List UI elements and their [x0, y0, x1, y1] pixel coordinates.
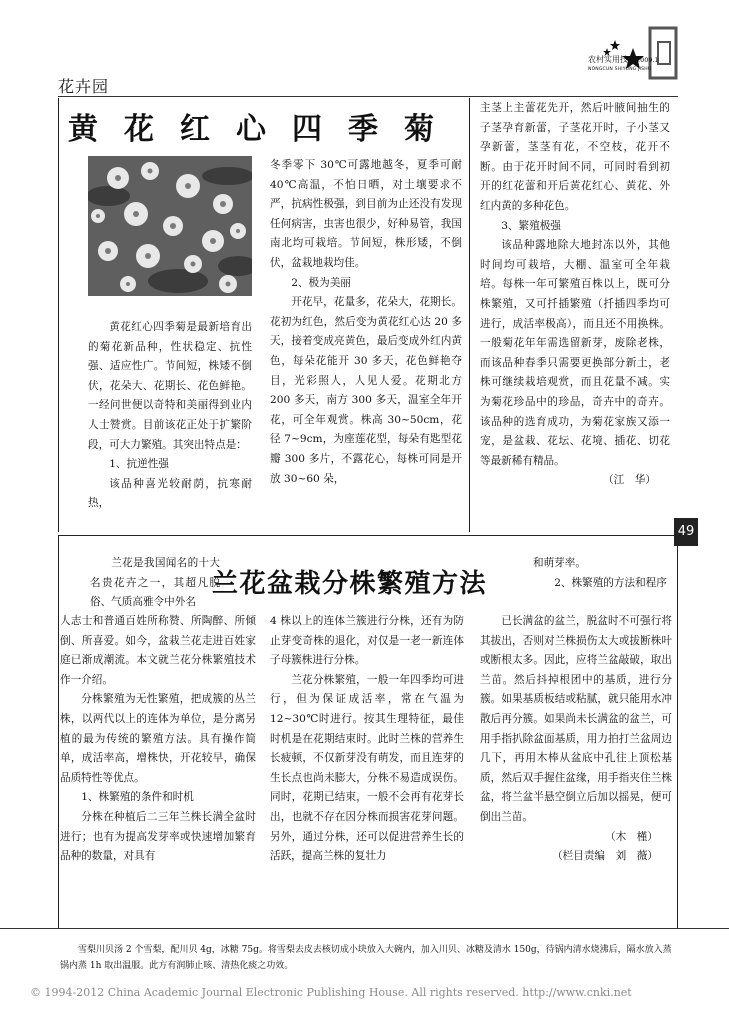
section-title: 花卉园: [58, 77, 110, 96]
column-editor: （栏目责编 刘 薇）: [552, 850, 658, 863]
article2-column1: [60, 612, 256, 867]
paragraph: 分株繁殖为无性繁殖，把成簇的丛兰株，以两代以上的连体为单位，是分离另植的最为传统的繁殖方法。具有操作简单，成活率高，增株快，开花较早，确保品质特性等优点。: [60, 693, 256, 784]
header-divider: [58, 96, 678, 97]
article2-column3-top: [533, 554, 673, 593]
footer-divider: [0, 928, 729, 929]
paragraph: 分株在种植后二三年兰株长满全盆时进行；也有为提高发芽率或快速增加繁育品种的数量，对具有: [60, 810, 256, 863]
article1-column3: [480, 99, 670, 491]
subheading: 1、株繁殖的条件和时机: [81, 791, 194, 804]
star-icon: [610, 40, 620, 50]
paragraph: 该品种喜光较耐荫，抗寒耐热，: [88, 477, 252, 510]
paragraph: 4 株以上的连体兰簇进行分株，还有为防止芽变奇株的退化，对仅是一老一新连体子母簇株进行分株。: [270, 615, 464, 667]
paragraph: 兰花是我国闻名的十大名贵花卉之一，其超凡脱俗、气质高雅令中外名: [90, 557, 220, 609]
paragraph: 黄花红心四季菊是最新培育出的菊花新品种，性状稳定、抗性强、适应性广。节间短，株矮不倒伏，花朵大、花期长、花色鲜艳。一经问世便以奇特和美丽得到业内人士赞赏。目前该花正处于扩繁阶段，可大力繁殖。其突出特点是：: [88, 321, 252, 451]
article1-title: 黄花红心四季菊: [68, 112, 460, 147]
chrysanthemum-photo: [88, 156, 252, 296]
recipe-note: 雪梨川贝汤 2 个雪梨，配川贝 4g，冰糖 75g。将雪梨去皮去核切成小块放入大碗内，加入川贝、冰糖及清水 150g，待锅内清水烧沸后，隔水放入蒸锅内蒸 1h 取出温服。此方有润肺止咳、清热化痰之功效。: [60, 945, 672, 971]
article1-column1: [88, 318, 252, 514]
subheading: 1、抗逆性强: [109, 458, 169, 471]
article2-column2: [270, 612, 464, 867]
subheading: 3、繁殖极强: [501, 219, 561, 232]
paragraph: 冬季零下 30℃可露地越冬，夏季可耐 40℃高温，不怕日晒，对土壤要求不严，抗病性极强，到目前为止还没有发现任何病害，虫害也很少，好种易管，我国南北均可栽培。节间短，株形矮，不倒伏，盆栽地栽均佳。: [270, 159, 462, 269]
article2-column3: [480, 612, 672, 867]
article2-intro: [90, 554, 220, 613]
paragraph: 主茎上主蕾花先开，然后叶腋间抽生的子茎孕育新蕾，子茎花开时，子小茎又孕新蕾，茎茎有花，不空枝，花开不断。由于花开时间不同，可同时看到初开的红花蕾和开后黄花红心、黄花、外红内黄的多种花色。: [480, 102, 670, 212]
article2-title: 兰花盆栽分株繁殖方法: [212, 569, 488, 599]
copyright-line: © 1994-2012 China Academic Journal Electronic Publishing House. All rights reserved. http://www.cnki.net: [30, 986, 632, 999]
magazine-pinyin: NONGCUN SHIYONG JISHU: [588, 67, 652, 72]
page-number: 49: [674, 518, 698, 546]
subheading: 2、株繁殖的方法和程序: [554, 576, 667, 589]
paragraph: 人志士和普通百姓所称赞、所陶醉、所倾倒、所喜爱。如今，盆栽兰花走进百姓家庭已渐成潮流。本文就兰花分株繁殖技术作一介绍。: [60, 615, 256, 686]
article1-column2: [270, 156, 462, 489]
paragraph: 该品种露地除大地封冻以外，其他时间均可栽培，大棚、温室可全年栽培。每株一年可繁殖百株以上，既可分株繁殖，又可扦插繁殖（扦插四季均可进行，成活率极高），而且还不用换株。一般菊花年年需选留新芽，废除老株，而该品种春季只需要更换部分新土，老株可继续栽培观赏，而且花量不减。实为菊花珍品中的珍品，奇卉中的奇卉。该品种的选育成功，为菊花家族又添一宠，是盆栽、花坛、花境、插花、切花等最新稀有精品。: [480, 239, 670, 467]
paragraph: 开花早，花量多，花朵大，花期长。花初为红色，然后变为黄花红心达 20 多天，接着变成亮黄色，最后变成外红内黄色，每朵花能开 30 多天，花色鲜艳夺目，光彩照人，人见人爱。花期北方 200 多天，南方 300 多天，温室全年开花，可全年观赏。株高 30~50cm，花径 7~9cm，为座莲花型，每朵有匙型花瓣 300 多片，不露花心，每株可同是开放 30~60 朵，: [270, 296, 462, 485]
magazine-name: 农村实用技术: [588, 55, 636, 64]
paragraph: 和萌芽率。: [533, 557, 586, 569]
magazine-logo: [580, 18, 680, 88]
paragraph: 兰花分株繁殖，一般一年四季均可进行，但为保证成活率，常在气温为 12~30℃时进行。按其生理特征，最佳时机是在花期结束时。此时兰株的营养生长疲顿，不仅新芽没有萌发，而且连芽的生长点也尚未膨大，分株不易造成误伤。同时，花期已结束，一般不会再有花芽长出，也就不存在因分株而损害花芽问题。另外，通过分株，还可以促进营养生长的活跃，提高兰株的复壮力: [270, 673, 464, 863]
paragraph: 已长满盆的盆兰，脱盆时不可强行将其拔出，否则对兰株损伤太大或拔断株叶或断根太多。因此，应将兰盆敲破，取出兰苗。然后抖掉根团中的基质，进行分簇。如果基质板结或粘腻，就只能用水冲散后再分簇。如果尚未长满盆的盆兰，可用手指扒除盆面基质，用力拍打兰盆周边几下，再用木棒从盆底中孔往上顶松基质，然后双手握住盆缘，用手指夹住兰株盆，将兰盆半悬空倒立后加以摇晃，便可倒出兰苗。: [480, 615, 672, 823]
article1-author: （江 华）: [603, 474, 656, 487]
subheading: 2、极为美丽: [291, 276, 351, 289]
article2-author: （木 槿）: [605, 830, 658, 843]
issue-date: 2009.1: [636, 56, 659, 64]
